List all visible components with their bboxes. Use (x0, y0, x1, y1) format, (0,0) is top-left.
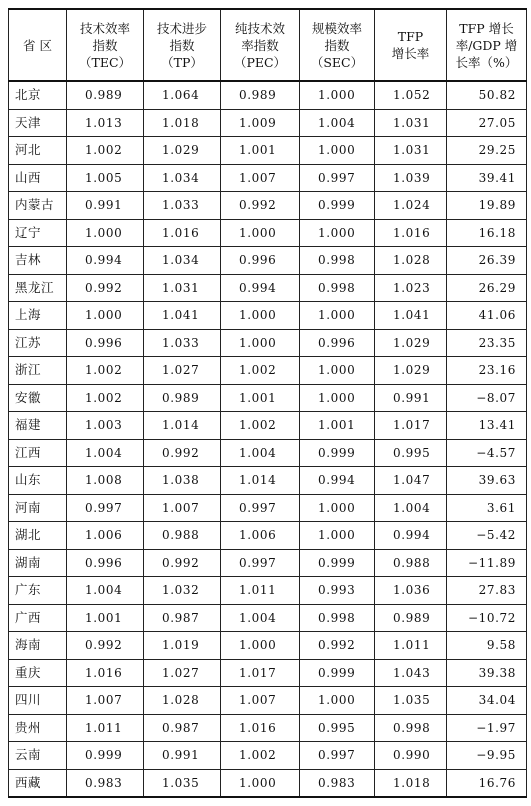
table-row (9, 109, 527, 137)
province-cell: 广东 (9, 577, 67, 605)
table-row (9, 467, 527, 495)
value-cell-tfp-growth: 0.994 (375, 522, 447, 550)
province-cell: 贵州 (9, 714, 67, 742)
value-cell-pec: 1.002 (221, 412, 300, 440)
value-cell-tec: 1.000 (67, 219, 144, 247)
province-cell: 湖北 (9, 522, 67, 550)
table-row (9, 632, 527, 660)
value-cell-tfp-gdp-ratio: 9.58 (447, 632, 527, 660)
value-cell-sec: 1.000 (300, 137, 375, 165)
value-cell-sec: 0.998 (300, 604, 375, 632)
value-cell-tfp-gdp-ratio: 13.41 (447, 412, 527, 440)
value-cell-tp: 1.027 (144, 357, 221, 385)
value-cell-pec: 1.009 (221, 109, 300, 137)
value-cell-tfp-gdp-ratio: 27.83 (447, 577, 527, 605)
value-cell-sec: 0.994 (300, 467, 375, 495)
value-cell-tp: 1.016 (144, 219, 221, 247)
province-cell: 北京 (9, 81, 67, 109)
value-cell-sec: 0.996 (300, 329, 375, 357)
table-row (9, 687, 527, 715)
value-cell-tfp-growth: 1.052 (375, 81, 447, 109)
value-cell-tec: 0.991 (67, 192, 144, 220)
value-cell-sec: 0.992 (300, 632, 375, 660)
value-cell-pec: 0.997 (221, 494, 300, 522)
value-cell-tfp-gdp-ratio: 26.29 (447, 274, 527, 302)
value-cell-tfp-growth: 1.028 (375, 247, 447, 275)
header-line: 指数 (324, 37, 350, 53)
value-cell-tfp-growth: 1.016 (375, 219, 447, 247)
value-cell-tfp-growth: 1.011 (375, 632, 447, 660)
value-cell-tp: 1.033 (144, 192, 221, 220)
header-line: （TEC） (78, 54, 132, 70)
province-cell: 江苏 (9, 329, 67, 357)
province-cell: 浙江 (9, 357, 67, 385)
table-row (9, 604, 527, 632)
value-cell-tp: 1.034 (144, 247, 221, 275)
value-cell-tec: 1.004 (67, 439, 144, 467)
value-cell-tfp-growth: 1.031 (375, 109, 447, 137)
value-cell-tp: 1.027 (144, 659, 221, 687)
value-cell-tp: 1.041 (144, 302, 221, 330)
column-header-tec (67, 9, 144, 81)
table-row (9, 274, 527, 302)
value-cell-tec: 1.008 (67, 467, 144, 495)
table-row (9, 81, 527, 109)
value-cell-tfp-gdp-ratio: 16.18 (447, 219, 527, 247)
value-cell-tp: 0.991 (144, 742, 221, 770)
header-line: 省 区 (23, 37, 52, 53)
value-cell-pec: 1.001 (221, 384, 300, 412)
value-cell-sec: 1.000 (300, 384, 375, 412)
province-cell: 辽宁 (9, 219, 67, 247)
value-cell-tp: 0.992 (144, 549, 221, 577)
value-cell-sec: 0.997 (300, 164, 375, 192)
value-cell-tfp-growth: 1.004 (375, 494, 447, 522)
value-cell-sec: 1.000 (300, 219, 375, 247)
header-line: TFP 增长 (459, 20, 514, 36)
header-line: TFP (397, 29, 424, 44)
province-cell: 重庆 (9, 659, 67, 687)
tfp-table (8, 8, 527, 798)
column-header-sec (300, 9, 375, 81)
table-row (9, 247, 527, 275)
value-cell-sec: 0.983 (300, 769, 375, 797)
province-cell: 山东 (9, 467, 67, 495)
value-cell-tec: 1.016 (67, 659, 144, 687)
province-cell: 安徽 (9, 384, 67, 412)
value-cell-sec: 0.997 (300, 742, 375, 770)
value-cell-pec: 1.000 (221, 769, 300, 797)
value-cell-sec: 1.000 (300, 494, 375, 522)
value-cell-tfp-growth: 0.990 (375, 742, 447, 770)
value-cell-tp: 0.987 (144, 604, 221, 632)
value-cell-tfp-growth: 1.047 (375, 467, 447, 495)
value-cell-pec: 1.000 (221, 219, 300, 247)
value-cell-tec: 0.999 (67, 742, 144, 770)
value-cell-tp: 1.007 (144, 494, 221, 522)
table-row (9, 137, 527, 165)
value-cell-tfp-gdp-ratio: 16.76 (447, 769, 527, 797)
value-cell-sec: 1.000 (300, 687, 375, 715)
value-cell-sec: 0.993 (300, 577, 375, 605)
province-cell: 河南 (9, 494, 67, 522)
province-cell: 河北 (9, 137, 67, 165)
value-cell-tec: 0.997 (67, 494, 144, 522)
value-cell-tfp-gdp-ratio: 39.63 (447, 467, 527, 495)
header-line: （SEC） (310, 54, 364, 70)
table-row (9, 769, 527, 797)
value-cell-tec: 1.013 (67, 109, 144, 137)
province-cell: 云南 (9, 742, 67, 770)
value-cell-tfp-gdp-ratio: −8.07 (447, 384, 527, 412)
value-cell-pec: 1.000 (221, 302, 300, 330)
value-cell-pec: 1.001 (221, 137, 300, 165)
province-cell: 吉林 (9, 247, 67, 275)
table-row (9, 494, 527, 522)
value-cell-tp: 1.038 (144, 467, 221, 495)
value-cell-pec: 1.006 (221, 522, 300, 550)
value-cell-pec: 1.000 (221, 329, 300, 357)
value-cell-pec: 0.997 (221, 549, 300, 577)
value-cell-tp: 1.064 (144, 81, 221, 109)
value-cell-tfp-growth: 1.018 (375, 769, 447, 797)
value-cell-sec: 0.995 (300, 714, 375, 742)
value-cell-tfp-growth: 1.023 (375, 274, 447, 302)
value-cell-sec: 1.001 (300, 412, 375, 440)
province-cell: 西藏 (9, 769, 67, 797)
table-row (9, 549, 527, 577)
value-cell-pec: 1.000 (221, 632, 300, 660)
header-line: 技术效率 (79, 20, 130, 36)
province-cell: 湖南 (9, 549, 67, 577)
value-cell-tfp-growth: 1.017 (375, 412, 447, 440)
table-header (9, 9, 527, 81)
value-cell-tfp-growth: 1.029 (375, 329, 447, 357)
value-cell-tec: 0.996 (67, 329, 144, 357)
table-row (9, 714, 527, 742)
header-line: 指数 (169, 37, 195, 53)
value-cell-tfp-growth: 1.043 (375, 659, 447, 687)
value-cell-tec: 1.000 (67, 302, 144, 330)
value-cell-tp: 1.019 (144, 632, 221, 660)
table-row (9, 742, 527, 770)
value-cell-tfp-growth: 1.035 (375, 687, 447, 715)
value-cell-tp: 1.033 (144, 329, 221, 357)
value-cell-tp: 1.034 (144, 164, 221, 192)
value-cell-tec: 1.002 (67, 357, 144, 385)
value-cell-tp: 1.031 (144, 274, 221, 302)
value-cell-sec: 1.004 (300, 109, 375, 137)
province-cell: 四川 (9, 687, 67, 715)
value-cell-tp: 0.989 (144, 384, 221, 412)
value-cell-tfp-growth: 0.989 (375, 604, 447, 632)
value-cell-pec: 0.989 (221, 81, 300, 109)
table-row (9, 219, 527, 247)
value-cell-tec: 1.007 (67, 687, 144, 715)
value-cell-tec: 0.992 (67, 274, 144, 302)
value-cell-tfp-gdp-ratio: 19.89 (447, 192, 527, 220)
column-header-tfp-growth (375, 9, 447, 81)
value-cell-tfp-gdp-ratio: 29.25 (447, 137, 527, 165)
value-cell-tfp-gdp-ratio: 39.41 (447, 164, 527, 192)
value-cell-tfp-growth: 1.039 (375, 164, 447, 192)
value-cell-tec: 0.983 (67, 769, 144, 797)
value-cell-pec: 1.004 (221, 439, 300, 467)
value-cell-tfp-growth: 0.998 (375, 714, 447, 742)
table-row (9, 412, 527, 440)
value-cell-tec: 1.004 (67, 577, 144, 605)
value-cell-tfp-gdp-ratio: −4.57 (447, 439, 527, 467)
value-cell-pec: 1.014 (221, 467, 300, 495)
value-cell-tp: 1.028 (144, 687, 221, 715)
province-cell: 上海 (9, 302, 67, 330)
value-cell-sec: 1.000 (300, 522, 375, 550)
value-cell-sec: 0.999 (300, 192, 375, 220)
value-cell-tfp-gdp-ratio: 23.35 (447, 329, 527, 357)
value-cell-tfp-gdp-ratio: 26.39 (447, 247, 527, 275)
value-cell-sec: 0.999 (300, 549, 375, 577)
value-cell-tec: 1.003 (67, 412, 144, 440)
value-cell-tfp-growth: 1.024 (375, 192, 447, 220)
value-cell-pec: 1.007 (221, 687, 300, 715)
table-row (9, 384, 527, 412)
data-table-container (8, 8, 527, 798)
table-row (9, 164, 527, 192)
value-cell-tfp-growth: 0.991 (375, 384, 447, 412)
value-cell-tp: 1.018 (144, 109, 221, 137)
column-header-tfp-gdp-ratio (447, 9, 527, 81)
value-cell-sec: 1.000 (300, 357, 375, 385)
table-row (9, 439, 527, 467)
header-line: （TP） (161, 54, 203, 70)
value-cell-tfp-gdp-ratio: 23.16 (447, 357, 527, 385)
header-line: 率/GDP 增 (455, 37, 518, 53)
province-cell: 内蒙古 (9, 192, 67, 220)
value-cell-tec: 1.002 (67, 384, 144, 412)
value-cell-tec: 1.006 (67, 522, 144, 550)
value-cell-tfp-gdp-ratio: 39.38 (447, 659, 527, 687)
header-line: 率指数 (241, 37, 279, 53)
value-cell-tfp-gdp-ratio: −11.89 (447, 549, 527, 577)
province-cell: 黑龙江 (9, 274, 67, 302)
header-line: 技术进步 (156, 20, 207, 36)
value-cell-tfp-gdp-ratio: 27.05 (447, 109, 527, 137)
province-cell: 广西 (9, 604, 67, 632)
table-row (9, 329, 527, 357)
value-cell-tfp-gdp-ratio: 41.06 (447, 302, 527, 330)
value-cell-tec: 0.992 (67, 632, 144, 660)
value-cell-tfp-growth: 1.036 (375, 577, 447, 605)
value-cell-tfp-gdp-ratio: 50.82 (447, 81, 527, 109)
header-line: 长率（%） (455, 54, 518, 70)
value-cell-tp: 1.029 (144, 137, 221, 165)
value-cell-tfp-gdp-ratio: −5.42 (447, 522, 527, 550)
value-cell-sec: 1.000 (300, 302, 375, 330)
province-cell: 福建 (9, 412, 67, 440)
value-cell-tfp-gdp-ratio: 34.04 (447, 687, 527, 715)
value-cell-sec: 0.999 (300, 659, 375, 687)
value-cell-tfp-growth: 0.995 (375, 439, 447, 467)
province-cell: 海南 (9, 632, 67, 660)
header-line: 规模效率 (311, 20, 362, 36)
value-cell-tp: 1.035 (144, 769, 221, 797)
value-cell-tfp-growth: 1.029 (375, 357, 447, 385)
value-cell-tec: 1.011 (67, 714, 144, 742)
value-cell-tfp-growth: 1.041 (375, 302, 447, 330)
table-row (9, 522, 527, 550)
value-cell-tp: 0.992 (144, 439, 221, 467)
province-cell: 天津 (9, 109, 67, 137)
value-cell-tp: 1.032 (144, 577, 221, 605)
header-line: 指数 (92, 37, 118, 53)
value-cell-tfp-growth: 1.031 (375, 137, 447, 165)
value-cell-pec: 0.994 (221, 274, 300, 302)
table-row (9, 659, 527, 687)
value-cell-sec: 0.998 (300, 247, 375, 275)
value-cell-tec: 1.001 (67, 604, 144, 632)
value-cell-tfp-gdp-ratio: −10.72 (447, 604, 527, 632)
value-cell-pec: 1.004 (221, 604, 300, 632)
value-cell-tp: 0.987 (144, 714, 221, 742)
value-cell-sec: 0.998 (300, 274, 375, 302)
value-cell-tp: 0.988 (144, 522, 221, 550)
value-cell-pec: 1.007 (221, 164, 300, 192)
column-header-province (9, 9, 67, 81)
province-cell: 江西 (9, 439, 67, 467)
value-cell-tec: 0.994 (67, 247, 144, 275)
value-cell-tp: 1.014 (144, 412, 221, 440)
value-cell-sec: 1.000 (300, 81, 375, 109)
value-cell-tec: 1.002 (67, 137, 144, 165)
table-row (9, 577, 527, 605)
value-cell-pec: 1.002 (221, 742, 300, 770)
table-body (9, 81, 527, 797)
value-cell-tec: 0.996 (67, 549, 144, 577)
column-header-tp (144, 9, 221, 81)
province-cell: 山西 (9, 164, 67, 192)
value-cell-sec: 0.999 (300, 439, 375, 467)
header-line: 纯技术效 (234, 20, 285, 36)
value-cell-tec: 1.005 (67, 164, 144, 192)
value-cell-pec: 1.002 (221, 357, 300, 385)
table-row (9, 192, 527, 220)
header-line: 增长率 (391, 46, 430, 61)
column-header-pec (221, 9, 300, 81)
value-cell-pec: 0.992 (221, 192, 300, 220)
table-row (9, 302, 527, 330)
value-cell-pec: 1.016 (221, 714, 300, 742)
value-cell-tfp-gdp-ratio: −9.95 (447, 742, 527, 770)
table-row (9, 357, 527, 385)
value-cell-tfp-gdp-ratio: −1.97 (447, 714, 527, 742)
header-row (9, 9, 527, 81)
header-line: （PEC） (233, 54, 287, 70)
value-cell-tfp-gdp-ratio: 3.61 (447, 494, 527, 522)
value-cell-pec: 0.996 (221, 247, 300, 275)
value-cell-tec: 0.989 (67, 81, 144, 109)
value-cell-pec: 1.011 (221, 577, 300, 605)
value-cell-pec: 1.017 (221, 659, 300, 687)
value-cell-tfp-growth: 0.988 (375, 549, 447, 577)
